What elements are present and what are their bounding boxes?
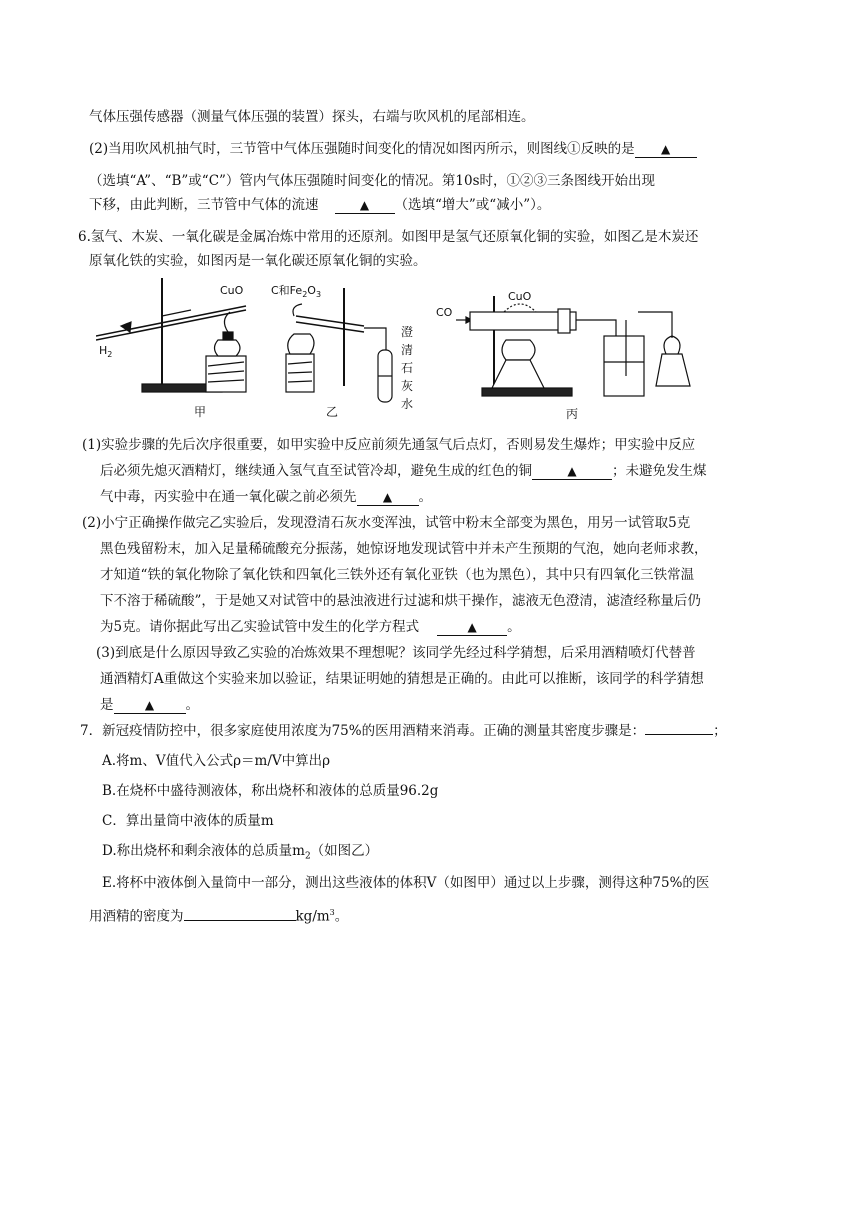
c-fe2o3-label: C和$Fe_2O_3$ (271, 284, 322, 299)
label-yi: 乙 (326, 405, 339, 419)
text-line: 用酒精的密度为 $kg/m^3$。 (89, 908, 349, 925)
text-line: 下移，由此判断，三节管中气体的流速 ▲ （选填“增大”或“减小”）。 (89, 197, 551, 213)
option-b: B.在烧杯中盛待测液体，称出烧杯和液体的总质量96.2g (102, 783, 439, 799)
text-line: 后必须先熄灭酒精灯，继续通入氢气直至试管冷却，避免生成的红色的铜 ▲ ；未避免发生煤 (100, 463, 707, 479)
cuo-label-bing: CuO (508, 290, 532, 303)
text-line: (2)小宁正确操作做完乙实验后，发现澄清石灰水变浑浊，试管中粉末全部变为黑色，用另一试管取5克 (82, 515, 691, 531)
text-line: （选填“A”、“B”或“C”）管内气体压强随时间变化的情况。第10s时，①②③三条图线开始出现 (89, 173, 656, 189)
svg-text:澄: 澄 (401, 325, 414, 339)
option-d: D.称出烧杯和剩余液体的总质量$m_2$（如图乙） (102, 843, 379, 862)
cuo-label-jia: CuO (220, 284, 244, 297)
text-line: 通酒精灯A重做这个实验来加以验证，结果证明她的猜想是正确的。由此可以推断，该同学的科学猜想 (100, 671, 704, 687)
svg-text:灰: 灰 (401, 379, 414, 393)
answer-blank[interactable] (645, 734, 713, 735)
text-line: 气中毒，丙实验中在通一氧化碳之前必须先 ▲ 。 (100, 489, 432, 505)
h2-label: $H_2$ (99, 344, 113, 359)
co-label: CO (436, 306, 453, 319)
answer-blank[interactable]: ▲ (114, 698, 186, 714)
question-6: 6.氢气、木炭、一氧化碳是金属冶炼中常用的还原剂。如图甲是氢气还原氧化铜的实验，如图乙是木炭还 (78, 229, 699, 245)
label-bing: 丙 (566, 407, 579, 421)
option-a: A.将m、V值代入公式ρ＝m/V中算出ρ (102, 753, 331, 769)
answer-blank[interactable]: ▲ (532, 464, 612, 480)
svg-text:石: 石 (401, 361, 414, 375)
svg-text:水: 水 (401, 397, 414, 411)
answer-blank[interactable]: ▲ (437, 620, 507, 636)
text-line: 为5克。请你据此写出乙实验试管中发生的化学方程式 ▲ 。 (100, 619, 521, 635)
text-line: 才知道“铁的氧化物除了氧化铁和四氧化三铁外还有氧化亚铁（也为黑色），其中只有四氧化三铁常温 (100, 567, 695, 583)
answer-blank[interactable]: ▲ (357, 490, 419, 506)
answer-blank[interactable] (184, 920, 296, 921)
option-e: E.将杯中液体倒入量筒中一部分，测出这些液体的体积V（如图甲）通过以上步骤，测得这种75%的医 (102, 875, 710, 891)
apparatus-figure (96, 276, 726, 426)
text-line: 原氧化铁的实验，如图丙是一氧化碳还原氧化铜的实验。 (89, 253, 427, 269)
answer-blank[interactable]: ▲ (635, 142, 697, 158)
text-line: 气体压强传感器（测量气体压强的装置）探头，右端与吹风机的尾部相连。 (89, 109, 535, 125)
text-line: (2)当用吹风机抽气时，三节管中气体压强随时间变化的情况如图丙所示，则图线①反映的是 ▲ (89, 140, 697, 158)
svg-text:清: 清 (401, 343, 414, 357)
text-line: 下不溶于稀硫酸”，于是她又对试管中的悬浊液进行过滤和烘干操作，滤液无色澄清，滤渣经称量后仍 (100, 593, 701, 609)
text-line: 黑色残留粉末，加入足量稀硫酸充分振荡，她惊讶地发现试管中并未产生预期的气泡，她向老师求教， (100, 541, 708, 557)
option-c: C．算出量筒中液体的质量m (102, 813, 274, 829)
question-7: 7．新冠疫情防控中，很多家庭使用浓度为75%的医用酒精来消毒。正确的测量其密度步骤是： ； (80, 723, 727, 739)
text-line: (3)到底是什么原因导致乙实验的冶炼效果不理想呢？该同学先经过科学猜想，后采用酒精喷灯代替普 (96, 645, 696, 661)
text-line: (1)实验步骤的先后次序很重要，如甲实验中反应前须先通氢气后点灯，否则易发生爆炸；甲实验中反应 (82, 437, 696, 453)
label-jia: 甲 (194, 405, 207, 419)
text-line: 是 ▲ 。 (100, 697, 199, 713)
answer-blank[interactable]: ▲ (335, 198, 395, 214)
limewater-label (401, 325, 413, 411)
